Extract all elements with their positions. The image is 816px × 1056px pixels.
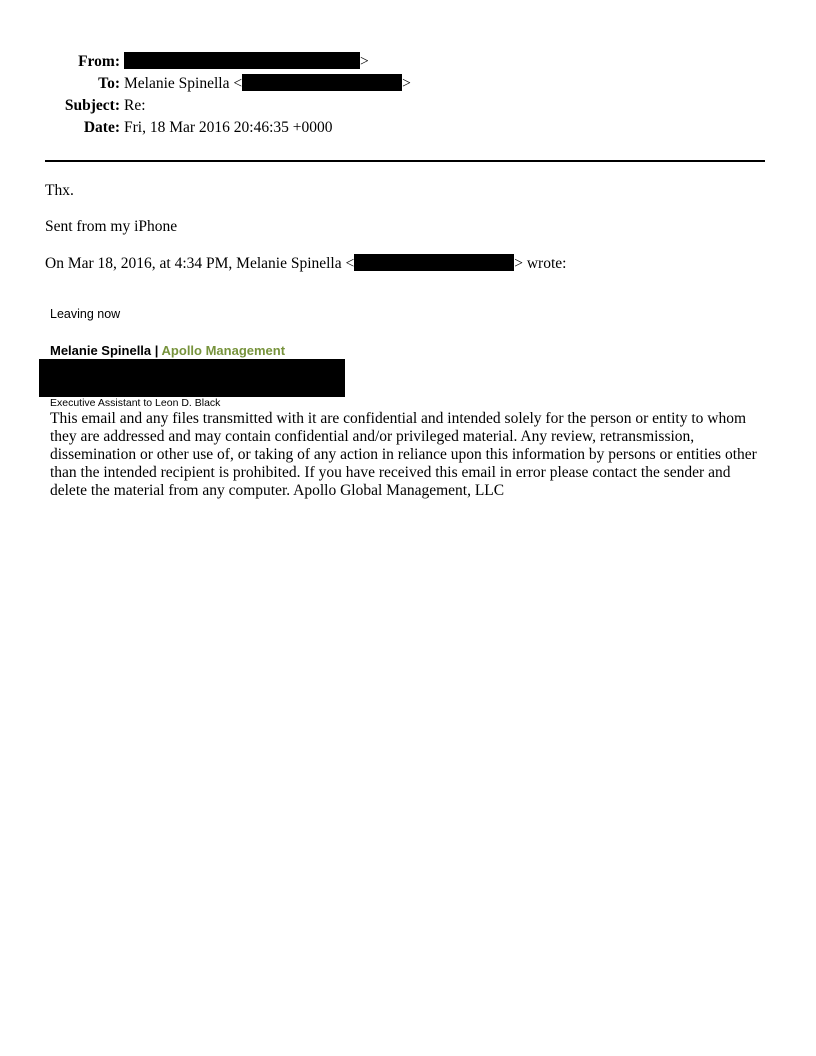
confidentiality-disclaimer: This email and any files transmitted with it are confidential and intended solely for the person or entity to whom they are addressed and may contain confidential and/or privileged material. Any review, retransmission, dissemination or other use of, or taking of any action in reliance upon this information by persons or entities other than the intended recipient is prohibited. If you have received this email in error please contact the sender and delete the material from any computer. Apollo Global Management, LLC [50, 410, 757, 499]
from-value [124, 51, 369, 73]
to-row [0, 73, 816, 95]
signature-separator: | [151, 343, 162, 358]
quote-intro [45, 254, 566, 274]
to-value [124, 73, 411, 95]
header-divider [45, 160, 765, 162]
from-label: From: [78, 53, 120, 70]
date-value: Fri, 18 Mar 2016 20:46:35 +0000 [124, 119, 333, 136]
quote-intro-suffix: > wrote: [514, 255, 567, 272]
subject-label: Subject: [64, 97, 120, 114]
date-label: Date: [83, 119, 120, 136]
redaction-bar [354, 254, 514, 271]
subject-row [0, 95, 816, 117]
redaction-bar [242, 74, 402, 91]
signature-title: Executive Assistant to Leon D. Black [50, 397, 221, 409]
reply-text: Thx. [45, 182, 74, 199]
to-label: To: [98, 75, 120, 92]
date-row [0, 117, 816, 139]
signature-name: Melanie Spinella [50, 343, 152, 358]
redaction-bar [124, 52, 360, 69]
sent-from-line: Sent from my iPhone [45, 218, 178, 235]
quote-intro-prefix: On Mar 18, 2016, at 4:34 PM, Melanie Spinella < [45, 255, 355, 272]
from-suffix: > [360, 53, 369, 70]
signature-redaction-block [39, 359, 345, 397]
from-row [0, 51, 816, 73]
to-name: Melanie Spinella < [124, 75, 243, 92]
signature-company: Apollo Management [161, 343, 286, 358]
to-suffix: > [402, 75, 411, 92]
subject-value: Re: [124, 97, 146, 114]
quoted-message: Leaving now [50, 307, 121, 321]
signature-line [50, 342, 285, 360]
